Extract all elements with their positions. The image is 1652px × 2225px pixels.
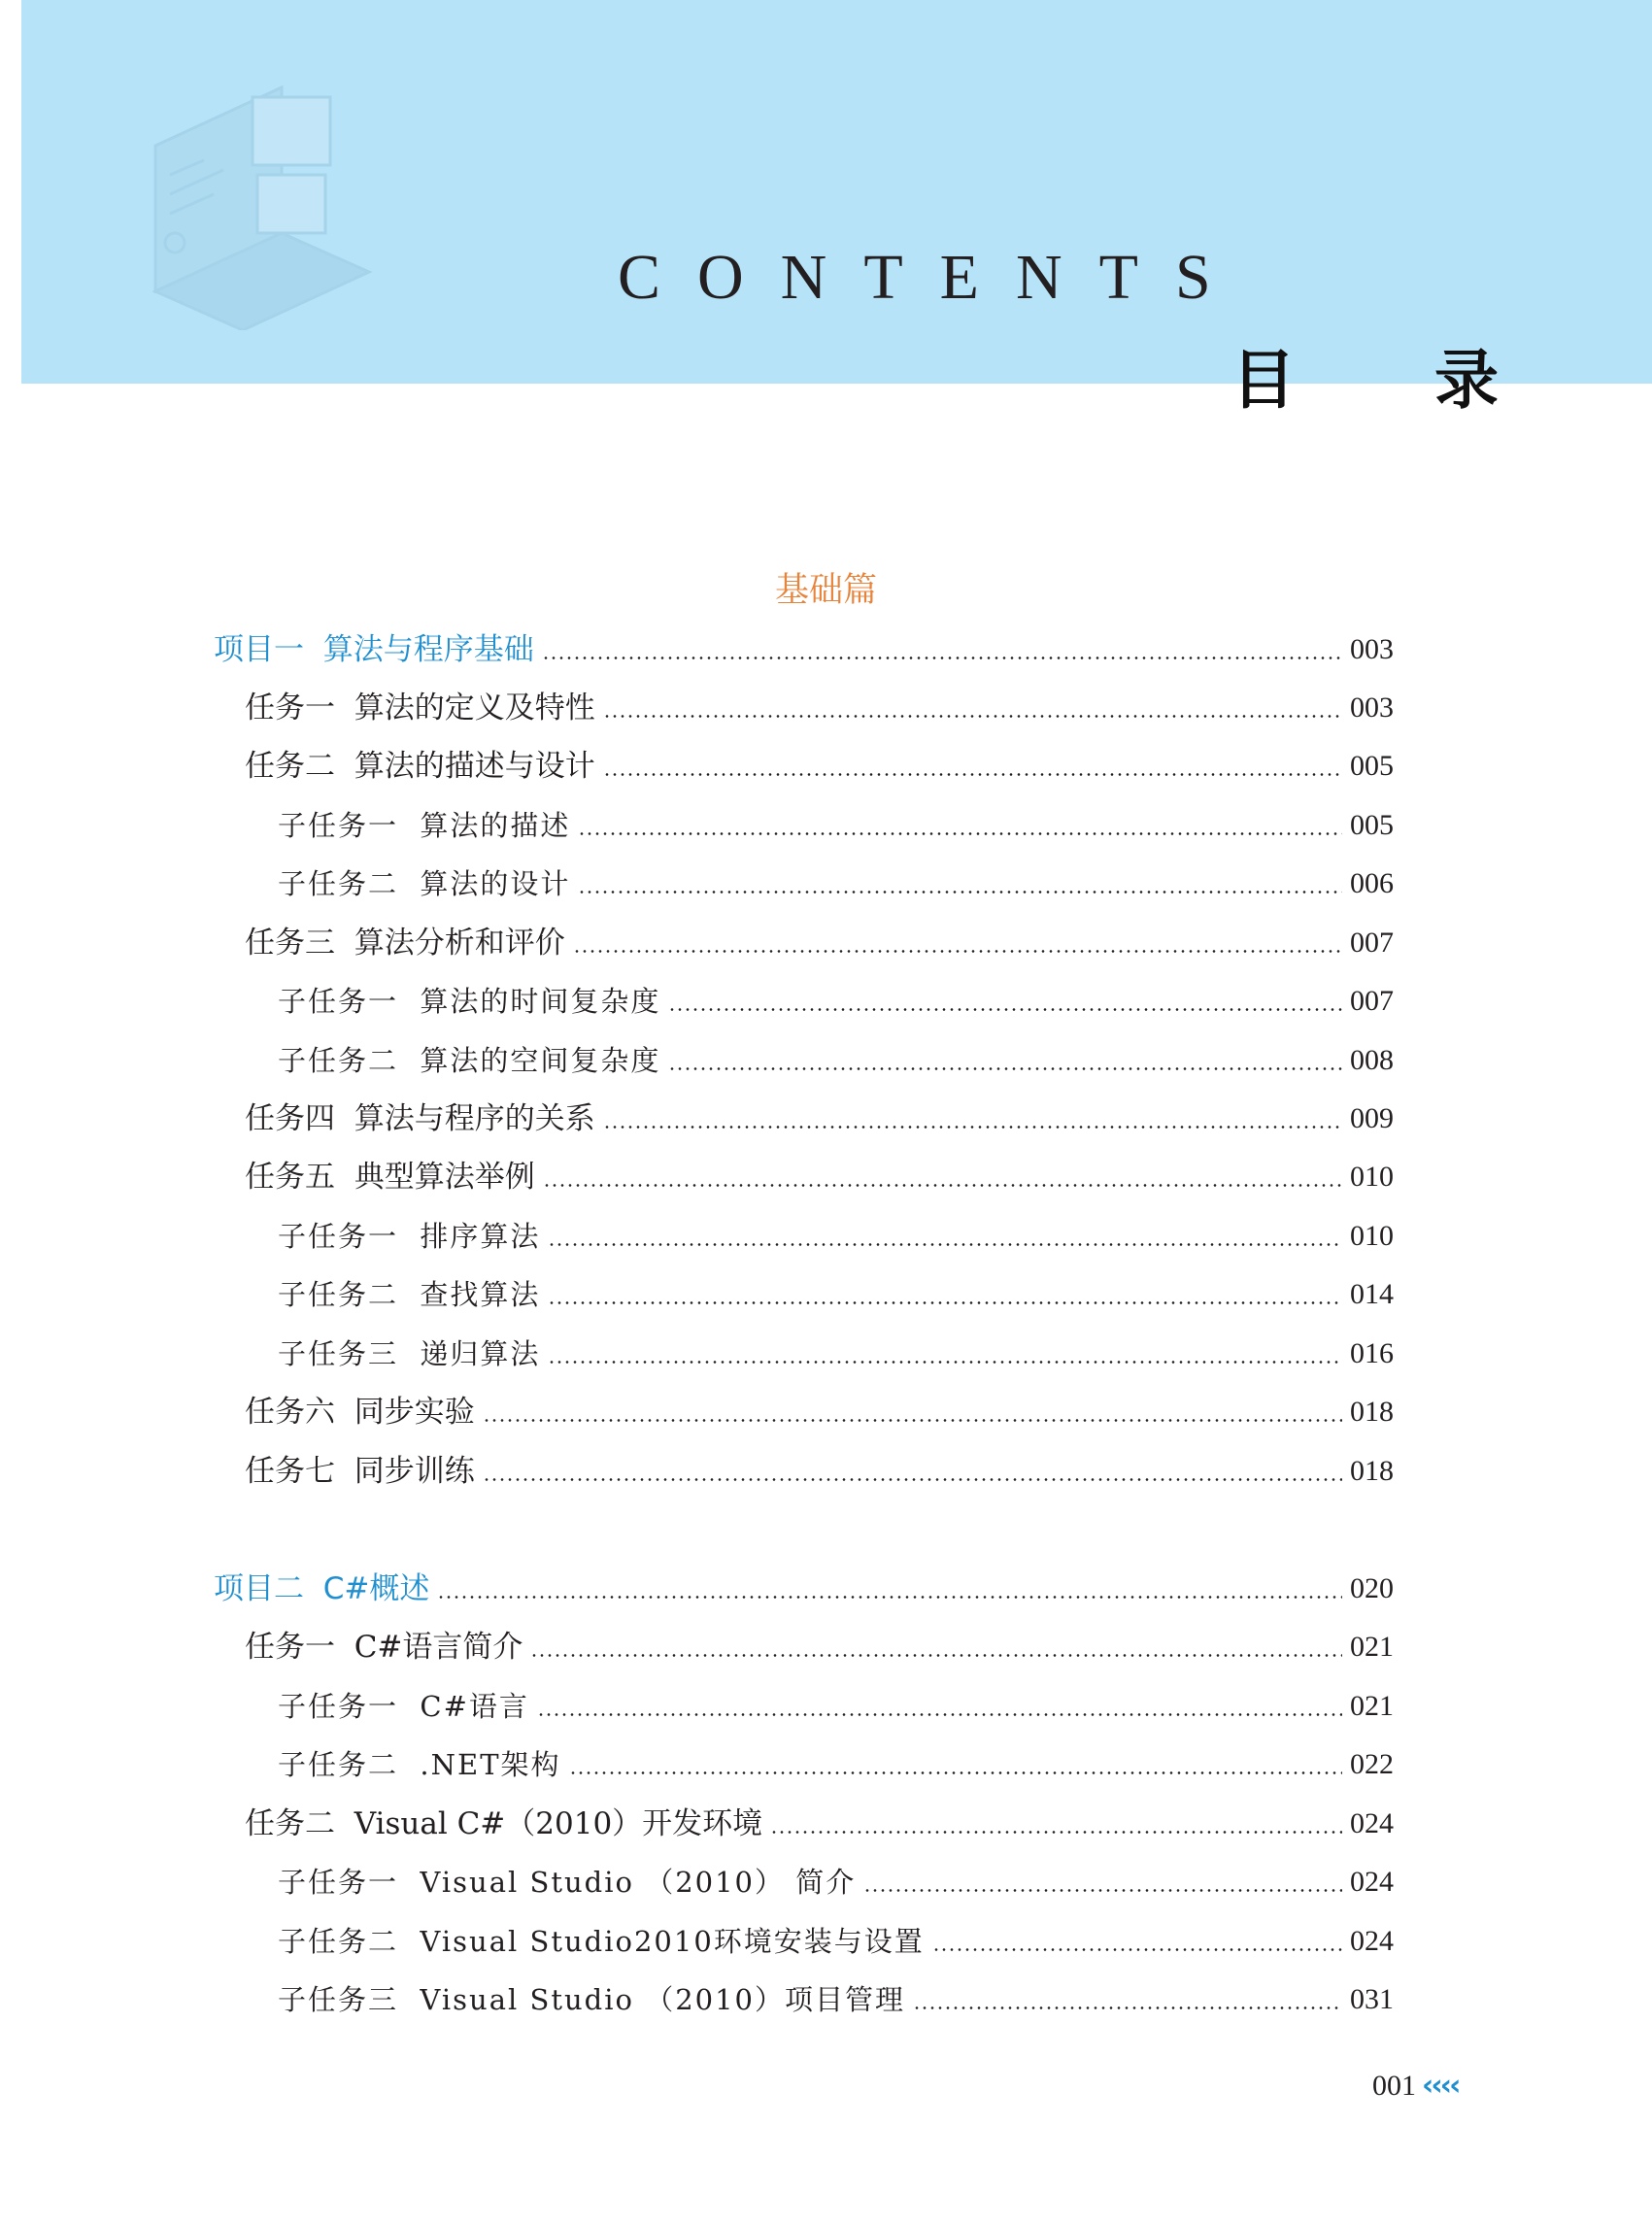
contents-heading: CONTENTS bbox=[618, 242, 1248, 313]
laptop-illustration bbox=[136, 68, 388, 330]
section-title: 基础篇 bbox=[774, 571, 877, 610]
toc-page-number: 010 bbox=[1350, 1161, 1394, 1193]
toc-task-row[interactable] bbox=[245, 1097, 1394, 1140]
toc-label: 任务六 同步实验 bbox=[245, 1395, 475, 1430]
toc-page-number: 003 bbox=[1350, 633, 1394, 665]
dot-leader bbox=[668, 1008, 1342, 1011]
toc-label: 任务二 Visual C#（2010）开发环境 bbox=[245, 1806, 763, 1841]
toc-label: 任务三 算法分析和评价 bbox=[245, 926, 565, 961]
dot-leader bbox=[530, 1654, 1342, 1657]
toc-label: 子任务一 算法的描述 bbox=[278, 809, 571, 842]
toc-task-row[interactable] bbox=[245, 1626, 1394, 1669]
toc-label: 项目二 C#概述 bbox=[214, 1571, 430, 1606]
dot-leader bbox=[603, 715, 1342, 718]
toc-label: 子任务一 C#语言 bbox=[278, 1690, 529, 1723]
toc-task-row[interactable] bbox=[245, 1156, 1394, 1198]
toc-task-row[interactable] bbox=[245, 922, 1394, 964]
toc-subtask-row[interactable] bbox=[278, 1273, 1394, 1316]
dot-leader bbox=[542, 657, 1342, 659]
toc-page-number: 018 bbox=[1350, 1396, 1394, 1428]
toc-subtask-row[interactable] bbox=[278, 1920, 1394, 1963]
dot-leader bbox=[548, 1361, 1342, 1364]
toc-project-row[interactable] bbox=[214, 628, 1394, 671]
toc-subtask-row[interactable] bbox=[278, 1039, 1394, 1082]
toc-page-number: 014 bbox=[1350, 1278, 1394, 1310]
toc-page-number: 005 bbox=[1350, 750, 1394, 782]
dot-leader bbox=[770, 1831, 1342, 1834]
dot-leader bbox=[913, 2006, 1342, 2009]
toc-subtask-row[interactable] bbox=[278, 1332, 1394, 1375]
toc-subtask-row[interactable] bbox=[278, 1978, 1394, 2021]
dot-leader bbox=[537, 1713, 1342, 1716]
cn-title: 目 录 bbox=[1231, 343, 1557, 418]
toc-label: 项目一 算法与程序基础 bbox=[214, 632, 534, 667]
toc-subtask-row[interactable] bbox=[278, 804, 1394, 847]
toc-page-number: 009 bbox=[1350, 1102, 1394, 1134]
dot-leader bbox=[569, 1771, 1342, 1774]
toc-label: 子任务二 算法的空间复杂度 bbox=[278, 1044, 661, 1077]
toc-subtask-row[interactable] bbox=[278, 1743, 1394, 1786]
dot-leader bbox=[573, 950, 1342, 953]
dot-leader bbox=[483, 1478, 1342, 1481]
chevrons-icon: ‹‹‹‹ bbox=[1422, 2069, 1459, 2103]
toc-page-number: 024 bbox=[1350, 1807, 1394, 1839]
toc-task-row[interactable] bbox=[245, 745, 1394, 788]
toc-subtask-row[interactable] bbox=[278, 862, 1394, 905]
toc-subtask-row[interactable] bbox=[278, 1685, 1394, 1728]
page-number: 001 bbox=[1372, 2070, 1416, 2102]
toc-page-number: 007 bbox=[1350, 927, 1394, 959]
toc-page-number: 024 bbox=[1350, 1925, 1394, 1957]
toc-subtask-row[interactable] bbox=[278, 1215, 1394, 1258]
toc-page-number: 021 bbox=[1350, 1631, 1394, 1663]
toc-label: 任务七 同步训练 bbox=[245, 1454, 475, 1489]
toc-page-number: 021 bbox=[1350, 1690, 1394, 1722]
toc-label: 任务二 算法的描述与设计 bbox=[245, 749, 595, 784]
toc-task-row[interactable] bbox=[245, 687, 1394, 729]
toc-subtask-row[interactable] bbox=[278, 1861, 1394, 1904]
toc-page-number: 031 bbox=[1350, 1983, 1394, 2015]
toc-page-number: 003 bbox=[1350, 691, 1394, 724]
dot-leader bbox=[483, 1419, 1342, 1422]
dot-leader bbox=[548, 1243, 1342, 1246]
toc-task-row[interactable] bbox=[245, 1450, 1394, 1493]
toc-task-row[interactable] bbox=[245, 1803, 1394, 1845]
toc-label: 任务一 C#语言简介 bbox=[245, 1630, 523, 1665]
toc-label: 子任务三 Visual Studio （2010）项目管理 bbox=[278, 1983, 906, 2016]
dot-leader bbox=[603, 773, 1342, 776]
toc-label: 任务四 算法与程序的关系 bbox=[245, 1101, 595, 1136]
toc-page-number: 022 bbox=[1350, 1748, 1394, 1780]
toc-page-number: 016 bbox=[1350, 1337, 1394, 1369]
toc-page-number: 020 bbox=[1350, 1572, 1394, 1604]
dot-leader bbox=[548, 1301, 1342, 1304]
toc-label: 子任务二 Visual Studio2010环境安装与设置 bbox=[278, 1925, 925, 1958]
toc-subtask-row[interactable] bbox=[278, 980, 1394, 1023]
toc-page-number: 018 bbox=[1350, 1455, 1394, 1487]
toc-page-number: 006 bbox=[1350, 867, 1394, 899]
toc-label: 子任务二 算法的设计 bbox=[278, 867, 571, 900]
toc-label: 子任务三 递归算法 bbox=[278, 1337, 541, 1370]
toc-task-row[interactable] bbox=[245, 1391, 1394, 1433]
toc-label: 子任务二 .NET架构 bbox=[278, 1748, 561, 1781]
dot-leader bbox=[578, 891, 1342, 893]
dot-leader bbox=[603, 1126, 1342, 1129]
toc-page-number: 007 bbox=[1350, 985, 1394, 1017]
dot-leader bbox=[543, 1184, 1342, 1187]
dot-leader bbox=[863, 1889, 1342, 1892]
toc-label: 子任务一 算法的时间复杂度 bbox=[278, 985, 661, 1018]
toc-label: 子任务一 Visual Studio （2010） 简介 bbox=[278, 1866, 857, 1899]
page-footer bbox=[1372, 2069, 1458, 2103]
toc-label: 任务一 算法的定义及特性 bbox=[245, 691, 595, 725]
toc-page-number: 005 bbox=[1350, 809, 1394, 841]
toc-page-number: 024 bbox=[1350, 1866, 1394, 1898]
dot-leader bbox=[668, 1067, 1342, 1070]
toc-label: 任务五 典型算法举例 bbox=[245, 1160, 535, 1195]
dot-leader bbox=[437, 1596, 1342, 1599]
toc-label: 子任务二 查找算法 bbox=[278, 1278, 541, 1311]
toc-label: 子任务一 排序算法 bbox=[278, 1220, 541, 1253]
dot-leader bbox=[932, 1948, 1342, 1951]
toc-project-row[interactable] bbox=[214, 1568, 1394, 1610]
dot-leader bbox=[578, 832, 1342, 835]
toc-page-number: 010 bbox=[1350, 1220, 1394, 1252]
toc-page-number: 008 bbox=[1350, 1044, 1394, 1076]
